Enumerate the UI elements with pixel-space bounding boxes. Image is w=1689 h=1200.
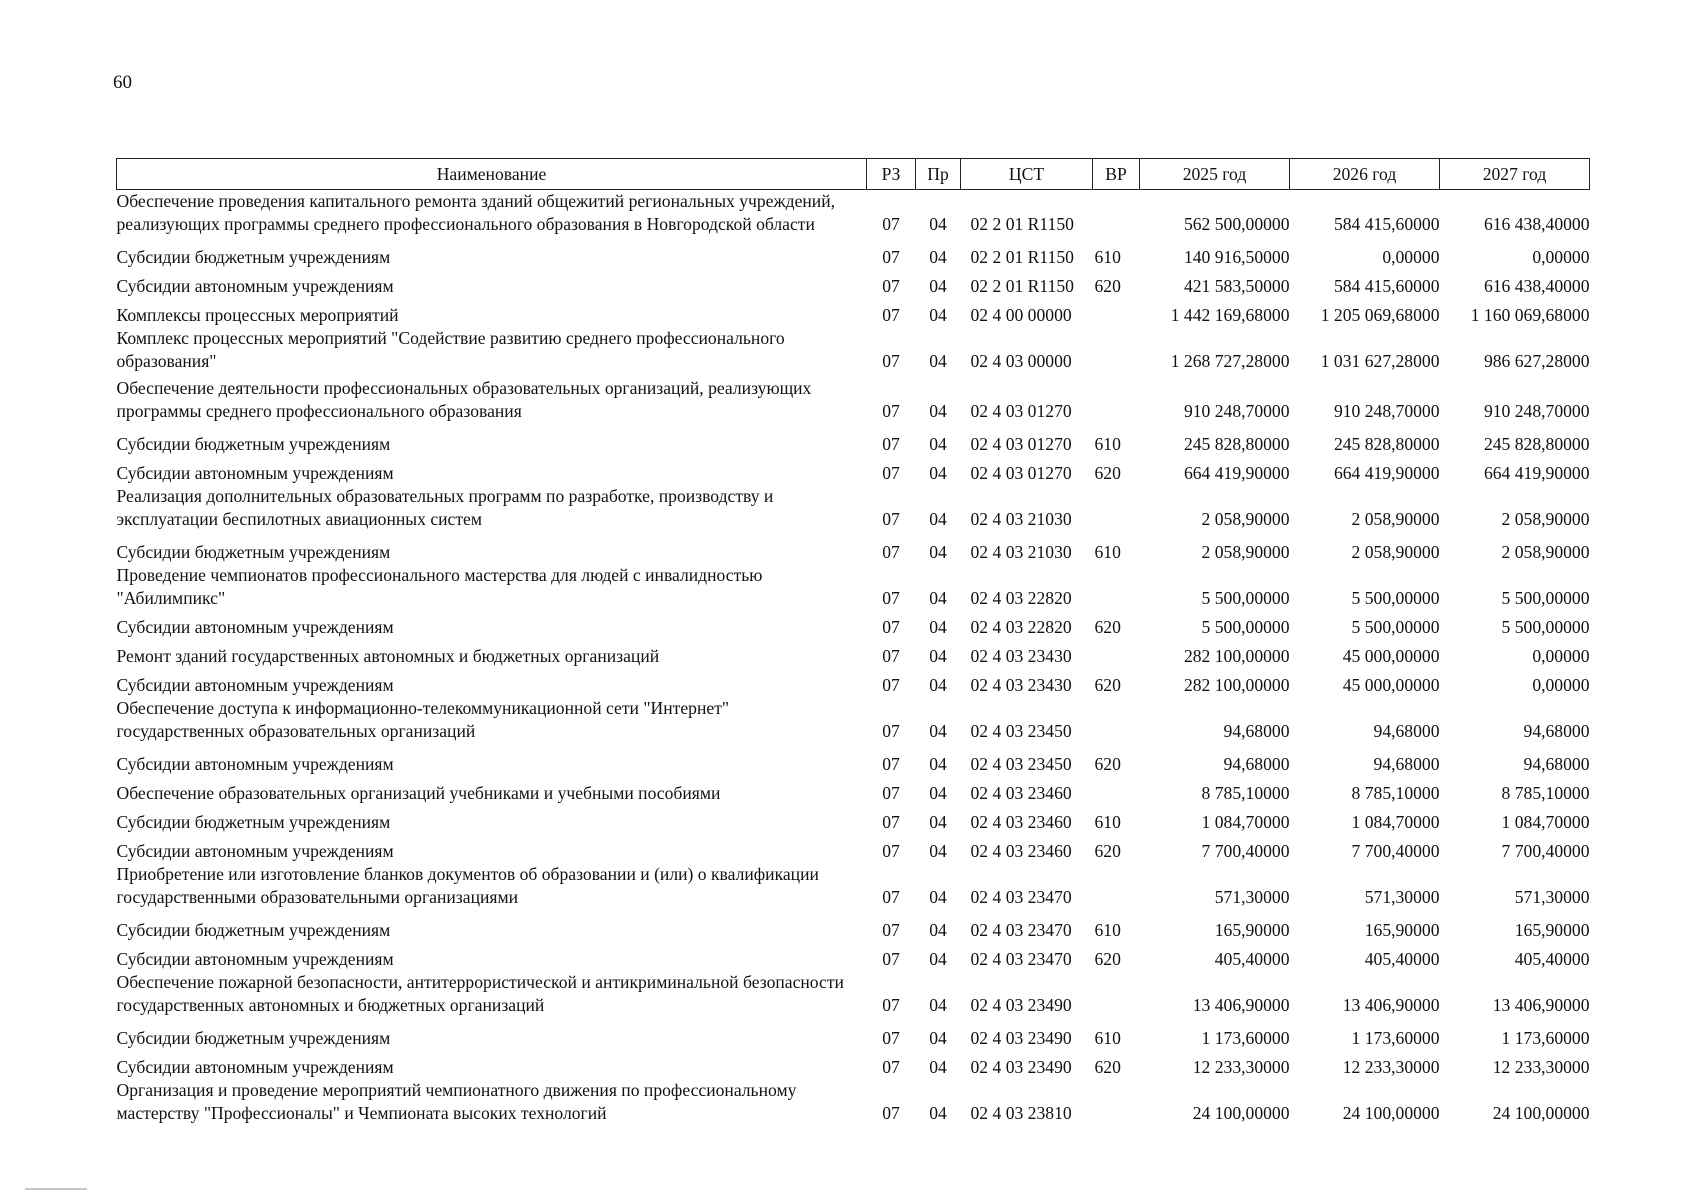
cell-name: Обеспечение доступа к информационно-телекоммуникационной сети "Интернет" государственных образовательных организаций xyxy=(116,698,730,741)
cell-vr: 620 xyxy=(1094,754,1121,774)
cell-vr xyxy=(1093,564,1140,610)
cell-cst: 02 4 03 23460 xyxy=(970,841,1072,861)
table-row xyxy=(117,1079,1590,1129)
cell-2026: 12 233,30000 xyxy=(1342,1057,1440,1077)
cell-2027: 5 500,00000 xyxy=(1501,588,1590,608)
cell-2025: 1 084,70000 xyxy=(1201,812,1290,832)
header-row xyxy=(117,159,1590,190)
cell-name: Проведение чемпионатов профессионального мастерства для людей с инвалидностью "Абилимпикс" xyxy=(116,565,763,608)
cell-2026: 910 248,70000 xyxy=(1333,401,1440,421)
budget-table xyxy=(116,158,1590,1129)
cell-2025: 24 100,00000 xyxy=(1192,1103,1290,1123)
cell-pr: 04 xyxy=(929,920,947,940)
cell-2025: 7 700,40000 xyxy=(1201,841,1290,861)
cell-2025: 571,30000 xyxy=(1214,887,1290,907)
cell-pr: 04 xyxy=(929,617,947,637)
header-rz: РЗ xyxy=(867,159,916,190)
cell-pr: 04 xyxy=(929,509,947,529)
cell-name: Субсидии автономным учреждениям xyxy=(116,617,394,637)
cell-vr xyxy=(1093,327,1140,377)
table-body xyxy=(117,190,1590,1130)
cell-2027: 571,30000 xyxy=(1514,887,1590,907)
cell-rz: 07 xyxy=(882,542,900,562)
cell-cst: 02 4 03 01270 xyxy=(970,463,1072,483)
cell-rz: 07 xyxy=(882,247,900,267)
cell-2026: 94,68000 xyxy=(1373,754,1440,774)
cell-vr: 620 xyxy=(1094,1057,1121,1077)
cell-rz: 07 xyxy=(882,949,900,969)
cell-2027: 986 627,28000 xyxy=(1483,351,1590,371)
cell-vr: 610 xyxy=(1094,920,1121,940)
cell-vr xyxy=(1093,863,1140,913)
cell-2025: 94,68000 xyxy=(1223,721,1290,741)
cell-2025: 13 406,90000 xyxy=(1192,995,1290,1015)
cell-pr: 04 xyxy=(929,783,947,803)
cell-2026: 1 031 627,28000 xyxy=(1320,351,1440,371)
cell-2027: 664 419,90000 xyxy=(1483,463,1590,483)
cell-2026: 7 700,40000 xyxy=(1351,841,1440,861)
cell-cst: 02 4 03 22820 xyxy=(970,617,1072,637)
scan-mark xyxy=(25,1188,87,1190)
cell-2027: 616 438,40000 xyxy=(1483,214,1590,234)
cell-rz: 07 xyxy=(882,995,900,1015)
cell-2025: 2 058,90000 xyxy=(1201,542,1290,562)
cell-cst: 02 2 01 R1150 xyxy=(970,214,1074,234)
cell-name: Субсидии автономным учреждениям xyxy=(116,754,394,774)
cell-rz: 07 xyxy=(882,509,900,529)
table-row xyxy=(117,776,1590,805)
page-number: 60 xyxy=(113,72,132,93)
cell-pr: 04 xyxy=(929,1103,947,1123)
cell-rz: 07 xyxy=(882,920,900,940)
table-row xyxy=(117,327,1590,377)
cell-2026: 2 058,90000 xyxy=(1351,542,1440,562)
cell-rz: 07 xyxy=(882,675,900,695)
cell-2025: 2 058,90000 xyxy=(1201,509,1290,529)
cell-vr xyxy=(1093,190,1140,241)
table-row xyxy=(117,190,1590,241)
cell-2026: 1 173,60000 xyxy=(1351,1028,1440,1048)
table-header xyxy=(117,159,1590,190)
cell-rz: 07 xyxy=(882,1057,900,1077)
cell-cst: 02 4 03 23470 xyxy=(970,949,1072,969)
cell-pr: 04 xyxy=(929,1057,947,1077)
cell-2025: 405,40000 xyxy=(1214,949,1290,969)
cell-cst: 02 4 03 01270 xyxy=(970,434,1072,454)
cell-rz: 07 xyxy=(882,721,900,741)
cell-name: Ремонт зданий государственных автономных и бюджетных организаций xyxy=(116,646,660,666)
cell-name: Реализация дополнительных образовательных программ по разработке, производству и эксплуатации беспилотных авиационных систем xyxy=(116,486,774,529)
header-pr: Пр xyxy=(916,159,961,190)
cell-2026: 1 205 069,68000 xyxy=(1320,305,1440,325)
table-row xyxy=(117,942,1590,971)
cell-cst: 02 4 03 23430 xyxy=(970,646,1072,666)
cell-cst: 02 4 03 23470 xyxy=(970,887,1072,907)
cell-name: Субсидии бюджетным учреждениям xyxy=(116,920,391,940)
cell-name: Комплексы процессных мероприятий xyxy=(116,305,399,325)
cell-2026: 664 419,90000 xyxy=(1333,463,1440,483)
table-row xyxy=(117,610,1590,639)
cell-2026: 24 100,00000 xyxy=(1342,1103,1440,1123)
cell-rz: 07 xyxy=(882,305,900,325)
cell-cst: 02 4 03 23450 xyxy=(970,721,1072,741)
cell-rz: 07 xyxy=(882,617,900,637)
cell-2027: 13 406,90000 xyxy=(1492,995,1590,1015)
cell-vr: 620 xyxy=(1094,675,1121,695)
table-row xyxy=(117,913,1590,942)
cell-vr: 620 xyxy=(1094,949,1121,969)
table-row xyxy=(117,535,1590,564)
table-row xyxy=(117,863,1590,913)
cell-pr: 04 xyxy=(929,247,947,267)
cell-2026: 94,68000 xyxy=(1373,721,1440,741)
cell-cst: 02 4 00 00000 xyxy=(970,305,1072,325)
cell-2026: 5 500,00000 xyxy=(1351,617,1440,637)
cell-rz: 07 xyxy=(882,887,900,907)
cell-2027: 165,90000 xyxy=(1514,920,1590,940)
cell-name: Субсидии бюджетным учреждениям xyxy=(116,1028,391,1048)
cell-2025: 282 100,00000 xyxy=(1183,646,1290,666)
cell-pr: 04 xyxy=(929,812,947,832)
cell-cst: 02 4 03 23490 xyxy=(970,1028,1072,1048)
table-row xyxy=(117,1021,1590,1050)
cell-rz: 07 xyxy=(882,401,900,421)
cell-vr xyxy=(1093,776,1140,805)
table-row xyxy=(117,269,1590,298)
cell-pr: 04 xyxy=(929,721,947,741)
cell-pr: 04 xyxy=(929,434,947,454)
cell-name: Субсидии автономным учреждениям xyxy=(116,463,394,483)
cell-vr xyxy=(1093,377,1140,427)
cell-name: Субсидии бюджетным учреждениям xyxy=(116,812,391,832)
cell-pr: 04 xyxy=(929,1028,947,1048)
cell-name: Субсидии автономным учреждениям xyxy=(116,276,394,296)
cell-pr: 04 xyxy=(929,949,947,969)
cell-2025: 8 785,10000 xyxy=(1201,783,1290,803)
cell-2026: 45 000,00000 xyxy=(1342,675,1440,695)
cell-cst: 02 4 03 23490 xyxy=(970,1057,1072,1077)
table-row xyxy=(117,697,1590,747)
cell-rz: 07 xyxy=(882,276,900,296)
cell-2026: 2 058,90000 xyxy=(1351,509,1440,529)
header-2027: 2027 год xyxy=(1440,159,1590,190)
cell-name: Обеспечение деятельности профессиональных образовательных организаций, реализующих программы среднего профессионального образования xyxy=(116,378,812,421)
table-row xyxy=(117,377,1590,427)
cell-cst: 02 4 03 23450 xyxy=(970,754,1072,774)
cell-2027: 94,68000 xyxy=(1523,721,1590,741)
cell-vr xyxy=(1093,697,1140,747)
cell-name: Обеспечение проведения капитального ремонта зданий общежитий региональных учреждений, реализующих программы среднего профессионального образования в Новгородской области xyxy=(116,191,836,234)
cell-2027: 1 160 069,68000 xyxy=(1470,305,1590,325)
cell-cst: 02 4 03 23490 xyxy=(970,995,1072,1015)
cell-2026: 584 415,60000 xyxy=(1333,276,1440,296)
cell-cst: 02 4 03 01270 xyxy=(970,401,1072,421)
cell-2025: 140 916,50000 xyxy=(1183,247,1290,267)
cell-vr: 610 xyxy=(1094,812,1121,832)
cell-pr: 04 xyxy=(929,754,947,774)
cell-cst: 02 4 03 23430 xyxy=(970,675,1072,695)
cell-2027: 1 173,60000 xyxy=(1501,1028,1590,1048)
cell-name: Комплекс процессных мероприятий "Содействие развитию среднего профессионального образования" xyxy=(116,328,785,371)
cell-vr xyxy=(1093,639,1140,668)
cell-2025: 562 500,00000 xyxy=(1183,214,1290,234)
cell-cst: 02 4 03 00000 xyxy=(970,351,1072,371)
cell-2026: 1 084,70000 xyxy=(1351,812,1440,832)
cell-rz: 07 xyxy=(882,754,900,774)
cell-vr xyxy=(1093,971,1140,1021)
cell-name: Субсидии автономным учреждениям xyxy=(116,949,394,969)
cell-pr: 04 xyxy=(929,214,947,234)
cell-rz: 07 xyxy=(882,841,900,861)
cell-pr: 04 xyxy=(929,401,947,421)
cell-cst: 02 4 03 23810 xyxy=(970,1103,1072,1123)
cell-2026: 165,90000 xyxy=(1364,920,1440,940)
cell-name: Организация и проведение мероприятий чемпионатного движения по профессиональному мастерству "Профессионалы" и Чемпионата высоких технологий xyxy=(116,1080,797,1123)
cell-2026: 245 828,80000 xyxy=(1333,434,1440,454)
cell-vr xyxy=(1093,298,1140,327)
table-row xyxy=(117,971,1590,1021)
cell-cst: 02 2 01 R1150 xyxy=(970,247,1074,267)
cell-2026: 571,30000 xyxy=(1364,887,1440,907)
cell-2027: 616 438,40000 xyxy=(1483,276,1590,296)
cell-name: Субсидии бюджетным учреждениям xyxy=(116,434,391,454)
cell-2026: 0,00000 xyxy=(1382,247,1440,267)
cell-vr: 620 xyxy=(1094,276,1121,296)
cell-vr: 610 xyxy=(1094,542,1121,562)
cell-2025: 12 233,30000 xyxy=(1192,1057,1290,1077)
header-vr: ВР xyxy=(1093,159,1140,190)
cell-pr: 04 xyxy=(929,542,947,562)
cell-rz: 07 xyxy=(882,646,900,666)
cell-2027: 1 084,70000 xyxy=(1501,812,1590,832)
cell-2026: 8 785,10000 xyxy=(1351,783,1440,803)
cell-pr: 04 xyxy=(929,276,947,296)
cell-2025: 1 268 727,28000 xyxy=(1170,351,1290,371)
table-row xyxy=(117,668,1590,697)
cell-cst: 02 2 01 R1150 xyxy=(970,276,1074,296)
cell-pr: 04 xyxy=(929,305,947,325)
header-cst: ЦСТ xyxy=(961,159,1093,190)
cell-vr xyxy=(1093,485,1140,535)
table-row xyxy=(117,805,1590,834)
table-row xyxy=(117,456,1590,485)
cell-2025: 282 100,00000 xyxy=(1183,675,1290,695)
table-row xyxy=(117,639,1590,668)
table-row xyxy=(117,834,1590,863)
cell-rz: 07 xyxy=(882,783,900,803)
table-row xyxy=(117,427,1590,456)
cell-rz: 07 xyxy=(882,434,900,454)
cell-pr: 04 xyxy=(929,995,947,1015)
cell-cst: 02 4 03 23470 xyxy=(970,920,1072,940)
cell-2025: 165,90000 xyxy=(1214,920,1290,940)
cell-vr: 610 xyxy=(1094,1028,1121,1048)
cell-name: Субсидии автономным учреждениям xyxy=(116,675,394,695)
cell-vr: 610 xyxy=(1094,434,1121,454)
cell-2025: 1 442 169,68000 xyxy=(1170,305,1290,325)
cell-2027: 5 500,00000 xyxy=(1501,617,1590,637)
cell-pr: 04 xyxy=(929,646,947,666)
cell-rz: 07 xyxy=(882,463,900,483)
cell-2026: 5 500,00000 xyxy=(1351,588,1440,608)
cell-2025: 5 500,00000 xyxy=(1201,588,1290,608)
cell-name: Обеспечение образовательных организаций учебниками и учебными пособиями xyxy=(116,783,721,803)
cell-2027: 2 058,90000 xyxy=(1501,542,1590,562)
cell-2027: 7 700,40000 xyxy=(1501,841,1590,861)
cell-2025: 94,68000 xyxy=(1223,754,1290,774)
cell-vr: 620 xyxy=(1094,617,1121,637)
cell-vr xyxy=(1093,1079,1140,1129)
cell-2025: 664 419,90000 xyxy=(1183,463,1290,483)
cell-pr: 04 xyxy=(929,675,947,695)
cell-name: Субсидии бюджетным учреждениям xyxy=(116,247,391,267)
cell-cst: 02 4 03 23460 xyxy=(970,783,1072,803)
cell-rz: 07 xyxy=(882,1028,900,1048)
cell-2025: 910 248,70000 xyxy=(1183,401,1290,421)
cell-rz: 07 xyxy=(882,351,900,371)
cell-name: Приобретение или изготовление бланков документов об образовании и (или) о квалификации государственными образовательными организациями xyxy=(116,864,819,907)
cell-2027: 8 785,10000 xyxy=(1501,783,1590,803)
cell-2027: 0,00000 xyxy=(1532,675,1590,695)
cell-2027: 910 248,70000 xyxy=(1483,401,1590,421)
cell-2026: 13 406,90000 xyxy=(1342,995,1440,1015)
cell-name: Субсидии бюджетным учреждениям xyxy=(116,542,391,562)
cell-2025: 5 500,00000 xyxy=(1201,617,1290,637)
cell-rz: 07 xyxy=(882,812,900,832)
cell-2026: 45 000,00000 xyxy=(1342,646,1440,666)
cell-name: Субсидии автономным учреждениям xyxy=(116,1057,394,1077)
cell-cst: 02 4 03 23460 xyxy=(970,812,1072,832)
cell-pr: 04 xyxy=(929,351,947,371)
cell-name: Обеспечение пожарной безопасности, антитеррористической и антикриминальной безопасности государственных автономных и бюджетных организаций xyxy=(116,972,844,1015)
cell-vr: 620 xyxy=(1094,841,1121,861)
header-2026: 2026 год xyxy=(1290,159,1440,190)
cell-rz: 07 xyxy=(882,1103,900,1123)
table-row xyxy=(117,240,1590,269)
cell-2027: 24 100,00000 xyxy=(1492,1103,1590,1123)
cell-name: Субсидии автономным учреждениям xyxy=(116,841,394,861)
cell-rz: 07 xyxy=(882,588,900,608)
cell-rz: 07 xyxy=(882,214,900,234)
cell-vr: 620 xyxy=(1094,463,1121,483)
cell-pr: 04 xyxy=(929,887,947,907)
cell-vr: 610 xyxy=(1094,247,1121,267)
cell-pr: 04 xyxy=(929,841,947,861)
cell-2026: 584 415,60000 xyxy=(1333,214,1440,234)
cell-2026: 405,40000 xyxy=(1364,949,1440,969)
table-row xyxy=(117,747,1590,776)
table-row xyxy=(117,298,1590,327)
cell-2025: 1 173,60000 xyxy=(1201,1028,1290,1048)
table-row xyxy=(117,485,1590,535)
table-row xyxy=(117,564,1590,610)
cell-2027: 0,00000 xyxy=(1532,247,1590,267)
table-row xyxy=(117,1050,1590,1079)
cell-pr: 04 xyxy=(929,588,947,608)
header-name: Наименование xyxy=(117,159,867,190)
cell-2027: 94,68000 xyxy=(1523,754,1590,774)
cell-2027: 0,00000 xyxy=(1532,646,1590,666)
header-2025: 2025 год xyxy=(1140,159,1290,190)
cell-cst: 02 4 03 21030 xyxy=(970,509,1072,529)
cell-cst: 02 4 03 22820 xyxy=(970,588,1072,608)
cell-2027: 405,40000 xyxy=(1514,949,1590,969)
cell-pr: 04 xyxy=(929,463,947,483)
cell-cst: 02 4 03 21030 xyxy=(970,542,1072,562)
cell-2025: 245 828,80000 xyxy=(1183,434,1290,454)
cell-2027: 245 828,80000 xyxy=(1483,434,1590,454)
cell-2027: 12 233,30000 xyxy=(1492,1057,1590,1077)
cell-2025: 421 583,50000 xyxy=(1183,276,1290,296)
cell-2027: 2 058,90000 xyxy=(1501,509,1590,529)
